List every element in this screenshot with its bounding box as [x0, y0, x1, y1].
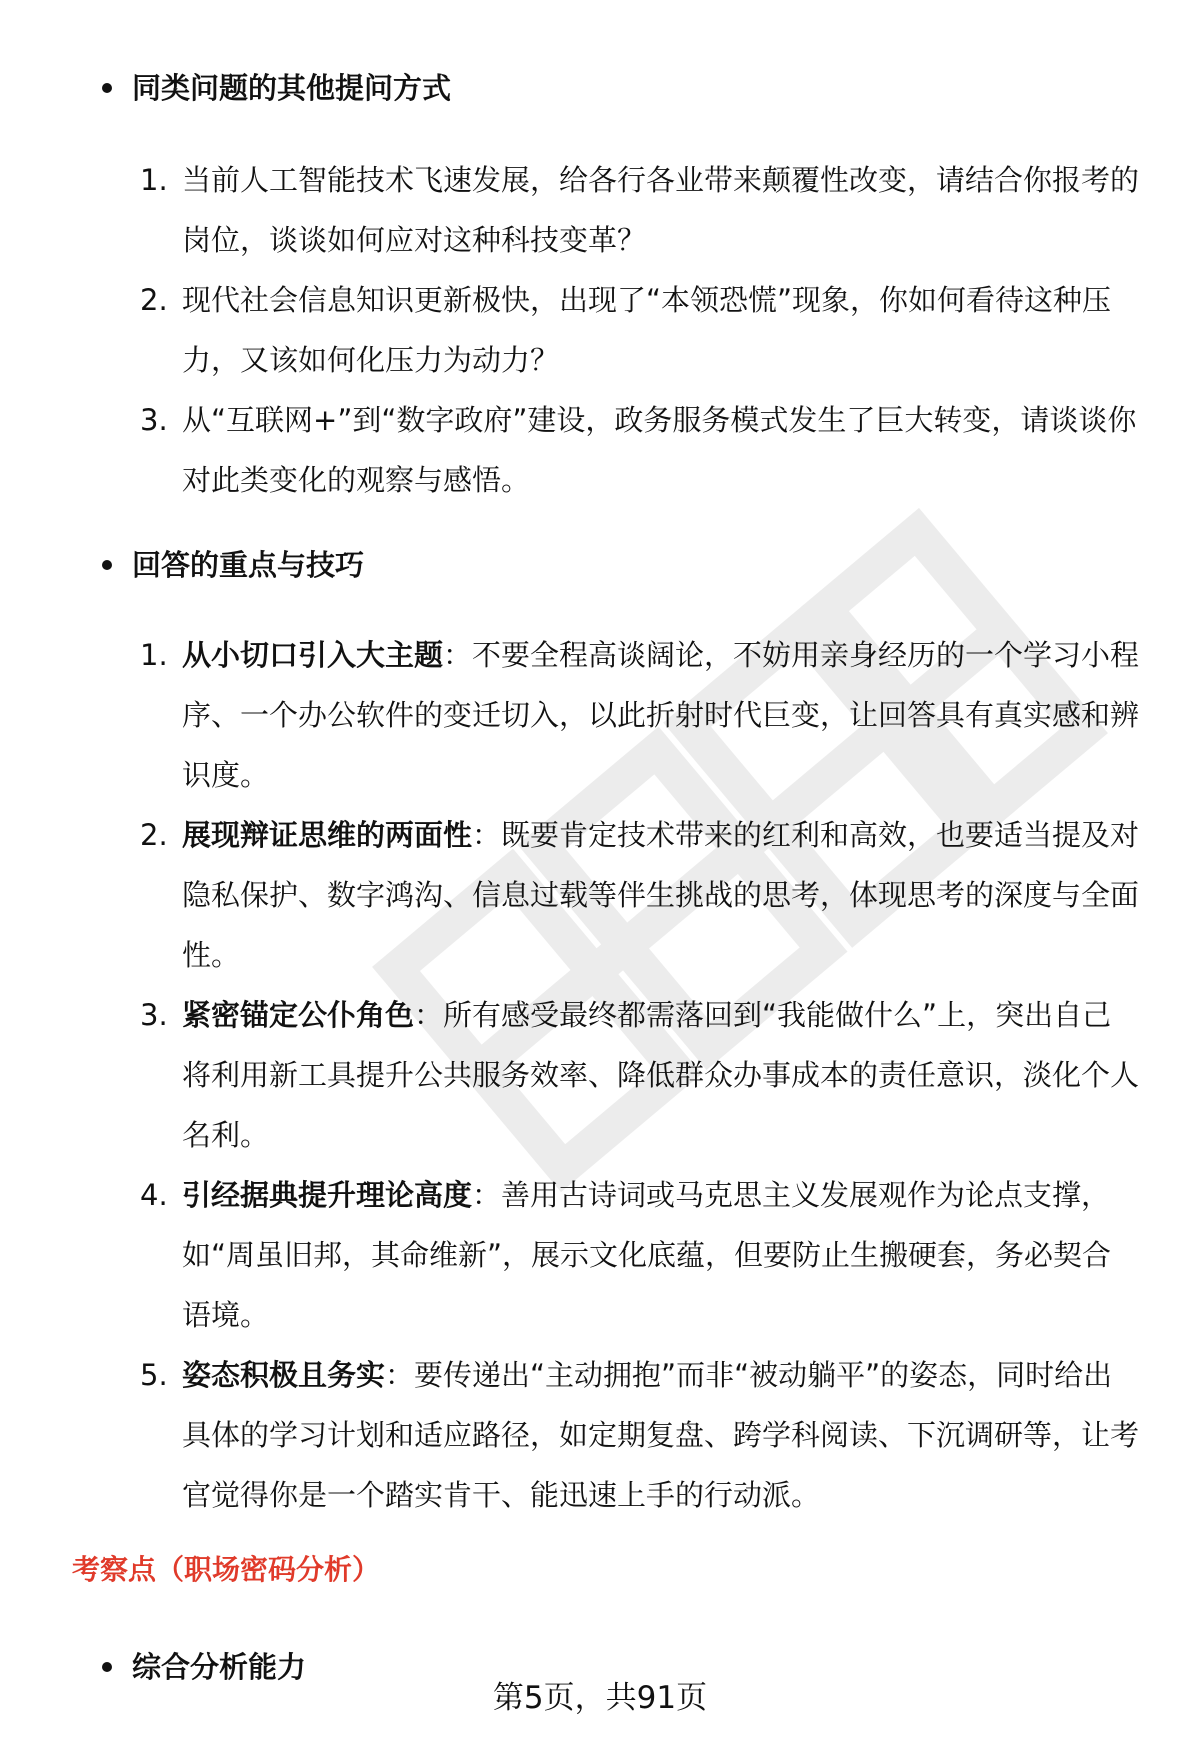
list-item-title: 紧密锚定公仆角色	[182, 998, 415, 1032]
list-text: ：既要肯定技术带来的红利和高效，也要适当提及对隐私保护、数字鸿沟、信息过载等伴生挑战的思考，体现思考的深度与全面性。	[182, 818, 1140, 972]
list-number: 4.	[140, 1178, 168, 1212]
list-item-title: 展现辩证思维的两面性	[182, 818, 473, 852]
list-text: ：要传递出“主动拥抱”而非“被动躺平”的姿态，同时给出具体的学习计划和适应路径，如定期复盘、跨学科阅读、下沉调研等，让考官觉得你是一个踏实肯干、能迅速上手的行动派。	[182, 1358, 1140, 1512]
key-points-list	[140, 625, 1140, 1525]
list-number: 1.	[140, 163, 168, 197]
list-item	[140, 625, 1140, 805]
list-item	[140, 1345, 1140, 1525]
page-number-footer: 第5页，共91页	[492, 1680, 708, 1716]
list-item	[140, 1165, 1140, 1345]
list-text: 从“互联网+”到“数字政府”建设，政务服务模式发生了巨大转变，请谈谈你对此类变化的观察与感悟。	[182, 403, 1137, 497]
list-number: 5.	[140, 1358, 168, 1392]
heading-text: 同类问题的其他提问方式	[132, 71, 452, 105]
section-heading-alt-questions	[100, 68, 451, 108]
list-number: 2.	[140, 283, 168, 317]
alt-questions-list	[140, 150, 1140, 510]
list-text: 现代社会信息知识更新极快，出现了“本领恐慌”现象，你如何看待这种压力，又该如何化压力为动力？	[182, 283, 1112, 377]
list-item	[140, 805, 1140, 985]
list-item	[140, 270, 1140, 390]
list-text: ：所有感受最终都需落回到“我能做什么”上，突出自己将利用新工具提升公共服务效率、降低群众办事成本的责任意识，淡化个人名利。	[182, 998, 1140, 1152]
list-number: 3.	[140, 403, 168, 437]
list-item	[140, 985, 1140, 1165]
list-item-title: 引经据典提升理论高度	[182, 1178, 473, 1212]
list-item-title: 从小切口引入大主题	[182, 638, 444, 672]
list-text: 当前人工智能技术飞速发展，给各行各业带来颠覆性改变，请结合你报考的岗位，谈谈如何应对这种科技变革？	[182, 163, 1140, 257]
list-text: ：善用古诗词或马克思主义发展观作为论点支撑，如“周虽旧邦，其命维新”，展示文化底蕴，但要防止生搬硬套，务必契合语境。	[182, 1178, 1112, 1332]
section-title-assessment: 考察点（职场密码分析）	[72, 1553, 381, 1586]
list-text: ：不要全程高谈阔论，不妨用亲身经历的一个学习小程序、一个办公软件的变迁切入，以此折射时代巨变，让回答具有真实感和辨识度。	[182, 638, 1140, 792]
bullet-icon	[102, 1662, 112, 1672]
bullet-icon	[102, 83, 112, 93]
list-item	[140, 390, 1140, 510]
list-number: 1.	[140, 638, 168, 672]
list-number: 3.	[140, 998, 168, 1032]
heading-text: 综合分析能力	[132, 1650, 307, 1684]
section-heading-key-points	[100, 545, 364, 585]
heading-text: 回答的重点与技巧	[132, 548, 365, 582]
list-item-title: 姿态积极且务实	[182, 1358, 386, 1392]
list-number: 2.	[140, 818, 168, 852]
list-item	[140, 150, 1140, 270]
bullet-icon	[102, 560, 112, 570]
